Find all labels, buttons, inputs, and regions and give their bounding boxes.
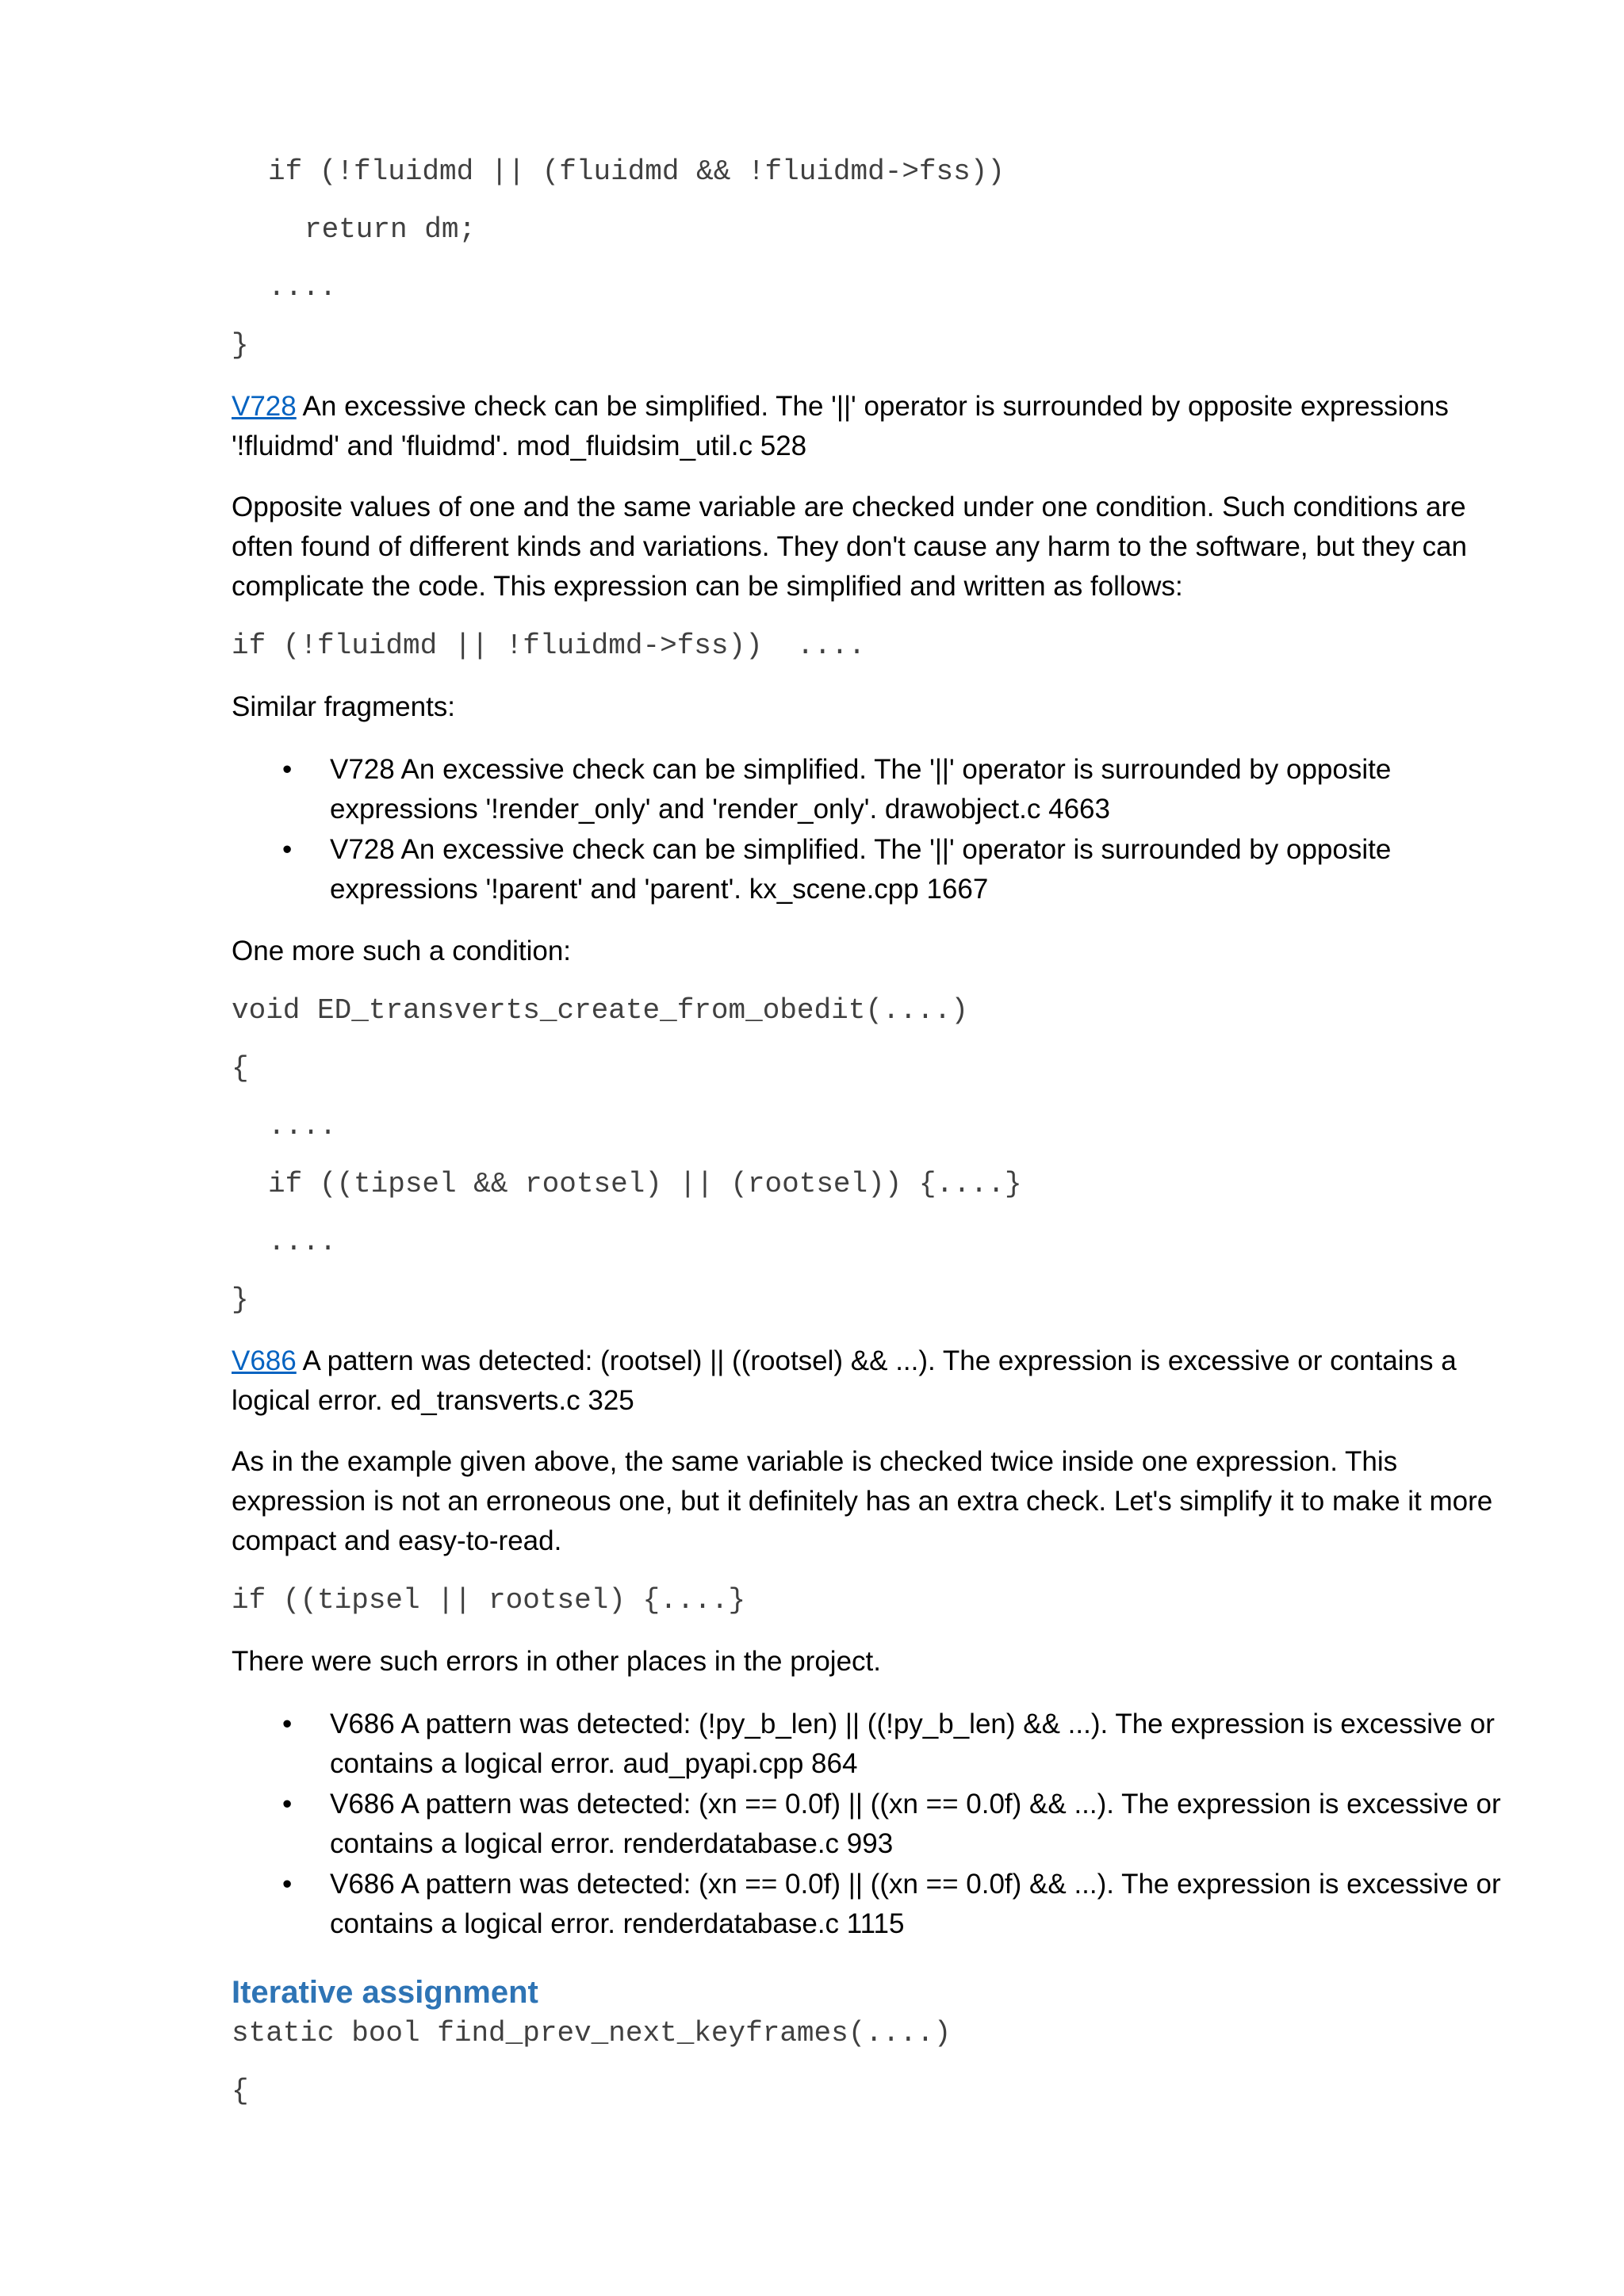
other-places-label: There were such errors in other places in the project. bbox=[232, 1646, 881, 1677]
diagnostic-paragraph bbox=[232, 387, 1516, 466]
code-line: { bbox=[232, 1052, 249, 1085]
diagnostic-text: A pattern was detected: (rootsel) || ((rootsel) && ...). The expression is excessive or contains a logical error. ed_transverts.c 325 bbox=[232, 1345, 1457, 1416]
similar-fragments-list bbox=[232, 750, 1532, 910]
diagnostic-link-v728[interactable]: V728 bbox=[232, 391, 297, 422]
bullet-icon: • bbox=[282, 834, 293, 865]
code-line: if ((tipsel && rootsel) || (rootsel)) {....} bbox=[268, 1168, 1022, 1200]
similar-fragments-label: Similar fragments: bbox=[232, 691, 456, 722]
code-line: .... bbox=[268, 271, 337, 304]
code-line: if (!fluidmd || (fluidmd && !fluidmd->fss)) bbox=[268, 155, 1005, 188]
list-item: • V728 An excessive check can be simplified. The '||' operator is surrounded by opposite expressions '!render_only' and 'render_only'. drawobject.c 4663 bbox=[232, 750, 1532, 829]
list-item: • V686 A pattern was detected: (xn == 0.0f) || ((xn == 0.0f) && ...). The expression is excessive or contains a logical error. renderdatabase.c 1115 bbox=[232, 1865, 1532, 1944]
code-line: if (!fluidmd || !fluidmd->fss)) .... bbox=[232, 629, 866, 662]
one-more-label: One more such a condition: bbox=[232, 936, 572, 966]
other-errors-list bbox=[232, 1705, 1532, 1945]
bullet-icon: • bbox=[282, 1789, 293, 1820]
body-paragraph: As in the example given above, the same variable is checked twice inside one expression. This expression is not an erroneous one, but it definitely has an extra check. Let's simplify it to make it more compact and easy-to-read. bbox=[232, 1446, 1493, 1556]
body-paragraph: Opposite values of one and the same variable are checked under one condition. Such conditions are often found of different kinds and variations. They don't cause any harm to the software, but they can complicate the code. This expression can be simplified and written as follows: bbox=[232, 492, 1468, 602]
diagnostic-text: An excessive check can be simplified. The '||' operator is surrounded by opposite expressions '!fluidmd' and 'fluidmd'. mod_fluidsim_util.c 528 bbox=[232, 391, 1449, 461]
diagnostic-paragraph bbox=[232, 1341, 1516, 1421]
code-line: { bbox=[232, 2075, 249, 2107]
code-line: .... bbox=[268, 1110, 337, 1142]
code-line: static bool find_prev_next_keyframes(....) bbox=[232, 2017, 952, 2049]
code-line: if ((tipsel || rootsel) {....} bbox=[232, 1584, 746, 1617]
code-line: void ED_transverts_create_from_obedit(....) bbox=[232, 994, 968, 1027]
code-line: .... bbox=[268, 1226, 337, 1258]
code-line: } bbox=[232, 329, 249, 362]
list-item: • V686 A pattern was detected: (!py_b_len) || ((!py_b_len) && ...). The expression is excessive or contains a logical error. aud_pyapi.cpp 864 bbox=[232, 1705, 1532, 1784]
code-line: } bbox=[232, 1284, 249, 1316]
bullet-icon: • bbox=[282, 1869, 293, 1900]
bullet-icon: • bbox=[282, 1709, 293, 1739]
diagnostic-link-v686[interactable]: V686 bbox=[232, 1345, 297, 1376]
bullet-icon: • bbox=[282, 754, 293, 785]
list-item: • V728 An excessive check can be simplified. The '||' operator is surrounded by opposite expressions '!parent' and 'parent'. kx_scene.cpp 1667 bbox=[232, 830, 1532, 909]
list-item: • V686 A pattern was detected: (xn == 0.0f) || ((xn == 0.0f) && ...). The expression is excessive or contains a logical error. renderdatabase.c 993 bbox=[232, 1785, 1532, 1864]
code-line: return dm; bbox=[304, 213, 477, 246]
section-heading: Iterative assignment bbox=[232, 1975, 538, 2010]
